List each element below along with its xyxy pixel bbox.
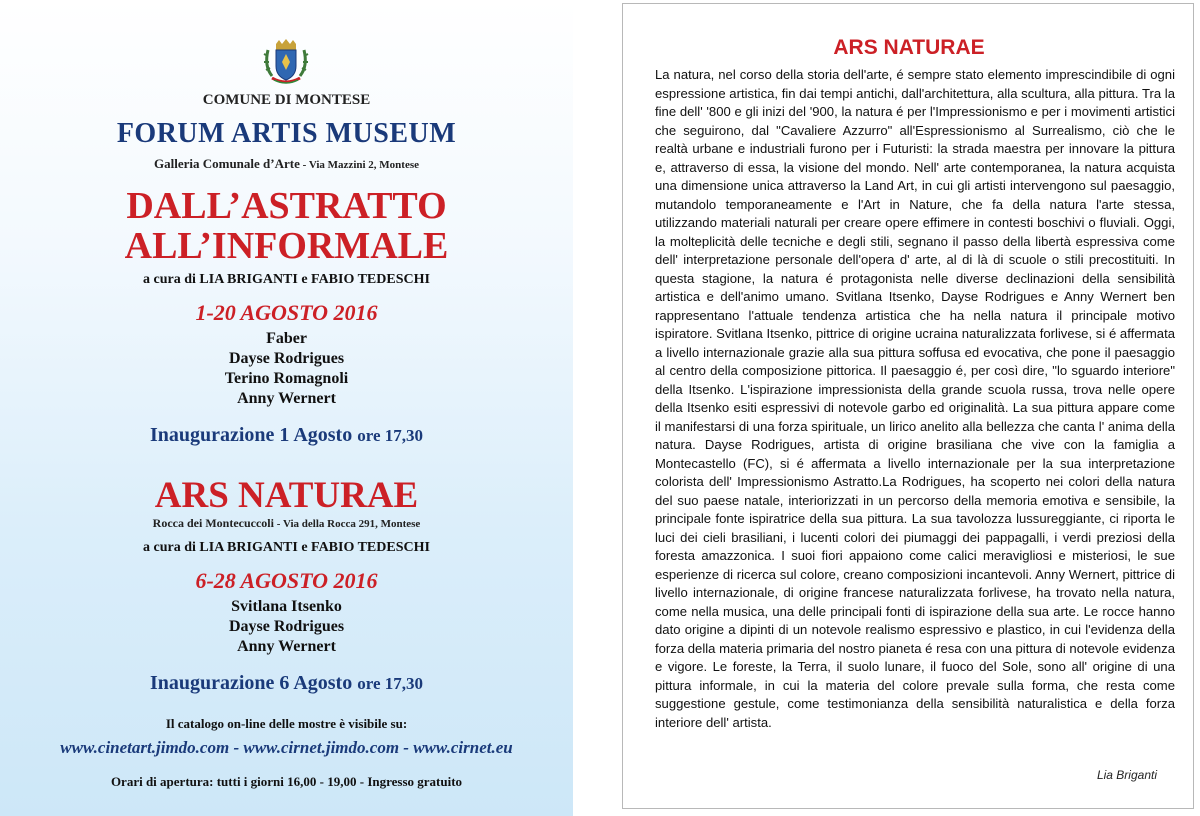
exhibition2-inauguration bbox=[0, 672, 573, 695]
exhibition1-inauguration-time: ore 17,30 bbox=[357, 426, 424, 445]
exhibition2-venue-line bbox=[0, 516, 573, 531]
catalog-link[interactable]: www.cirnet.jimdo.com bbox=[243, 738, 400, 757]
link-separator: - bbox=[229, 738, 244, 757]
exhibition2-venue-address: Via della Rocca 291, Montese bbox=[282, 518, 421, 530]
exhibition1-artist: Terino Romagnoli bbox=[224, 370, 349, 387]
museum-name: FORUM ARTIS MUSEUM bbox=[116, 118, 457, 149]
gallery-line bbox=[0, 156, 573, 172]
exhibition-poster bbox=[0, 0, 573, 816]
exhibition1-curators: a cura di LIA BRIGANTI e FABIO TEDESCHI bbox=[143, 272, 430, 287]
essay-title: ARS NATURAE bbox=[833, 36, 985, 59]
catalog-links bbox=[0, 738, 573, 758]
hours-separator: - bbox=[356, 774, 368, 789]
link-separator: - bbox=[399, 738, 414, 757]
essay-page bbox=[622, 3, 1194, 809]
exhibition2-inauguration-date: Inaugurazione 6 Agosto bbox=[149, 672, 353, 694]
exhibition1-artist: Faber bbox=[266, 330, 307, 347]
exhibition1-artist: Dayse Rodrigues bbox=[228, 350, 345, 367]
exhibition1-artist: Anny Wernert bbox=[237, 390, 336, 407]
exhibition1-inauguration bbox=[0, 424, 573, 447]
catalog-link[interactable]: www.cirnet.eu bbox=[413, 738, 513, 757]
opening-hours-line bbox=[0, 774, 573, 790]
entry-fee: Ingresso gratuito bbox=[367, 774, 463, 789]
exhibition1-title-line2: ALL’INFORMALE bbox=[124, 225, 449, 267]
municipality-name: COMUNE DI MONTESE bbox=[202, 92, 371, 108]
opening-hours: Orari di apertura: tutti i giorni 16,00 - 19,00 bbox=[110, 774, 357, 789]
exhibition1-title-line1: DALL’ASTRATTO bbox=[126, 185, 447, 227]
exhibition2-artist: Anny Wernert bbox=[237, 638, 336, 655]
gallery-separator: - bbox=[299, 159, 309, 171]
catalog-link[interactable]: www.cinetart.jimdo.com bbox=[60, 738, 230, 757]
exhibition2-dates: 6-28 AGOSTO 2016 bbox=[195, 568, 378, 593]
exhibition2-venue: Rocca dei Montecuccoli bbox=[152, 516, 274, 530]
exhibition1-inauguration-date: Inaugurazione 1 Agosto bbox=[149, 424, 353, 446]
exhibition2-artist: Svitlana Itsenko bbox=[231, 598, 342, 615]
exhibition2-title: ARS NATURAE bbox=[154, 475, 419, 516]
gallery-name: Galleria Comunale d’Arte bbox=[153, 156, 300, 171]
exhibition2-venue-separator: - bbox=[273, 518, 283, 530]
catalog-text: Il catalogo on-line delle mostre è visibile su: bbox=[165, 716, 408, 731]
exhibition2-curators: a cura di LIA BRIGANTI e FABIO TEDESCHI bbox=[143, 540, 430, 555]
exhibition2-artist: Dayse Rodrigues bbox=[228, 618, 345, 635]
exhibition2-inauguration-time: ore 17,30 bbox=[357, 674, 424, 693]
essay-signature: Lia Briganti bbox=[1096, 768, 1157, 782]
coat-of-arms-icon bbox=[258, 36, 314, 92]
essay-body: La natura, nel corso della storia dell'arte, é sempre stato elemento imprescindibile di ogni espressione artistica, fin dai tempi antichi, dall'architettura, alla scultura, alla pittura. Tra la fine dell' '800 e gli inizi del '900, la natura é per l'Impressionismo e per i movimenti artistici che seguirono, dal "Cavaliere Azzurro" all'Espressionismo al Surrealismo, ciò che le realtà urbane e industriali furono per i Futuristi: la strada maestra per innovare la pittura e, attraverso di essa, la visione del mondo. Nell' arte contemporanea, la natura acquista una dimensione unica attraverso la Land Art, in cui gli artisti intervengono sul paesaggio, mutandolo temporaneamente e l'Art in Nature, che fa della natura l'arte stessa, utilizzando materiali naturali per creare opere effimere in contesti boschivi o fluviali. Oggi, la molteplicità delle tecniche e degli stili, segnano il passo della libertà espressiva come dell' interpretazione personale dell'opera d' arte, al di là di scuole o stili precostituiti. In questa stagione, la natura é protagonista nelle diverse declinazioni della sensibilità artistica e dell'animo umano. Svitlana Itsenko, Dayse Rodrigues e Anny Wernert ben rappresentano l'attuale tendenza artistica che ha nella natura il principale motivo ispiratore. Svitlana Itsenko, pittrice di origine ucraina naturalizzata forlivese, si é affermata a livello internazionale grazie alla sua pittura soffusa ed evocativa, che pone il paesaggio al centro della composizione pittorica. Il paesaggio é, per così dire, "lo sguardo interiore" della Itsenko. L'ispirazione impressionista della grande scuola russa, trova nelle opere della Itsenko esiti espressivi di notevole garbo ed originalità. La sua pittura appare come il manifestarsi di una forza spirituale, un lirico anelito alla bellezza che canta l' anima della natura. Dayse Rodrigues, artista di origine brasiliana che vive con la famiglia a Montecastello (FC), si é affermata a livello internazionale per la sua interpretazione colorista dell' Impressionismo Astratto.La Rodrigues, ha scoperto nei colori della natura del suo paese natale, interiorizzati in un percorso della memoria emotiva e sensibile, la principale fonte ispiratrice della sua pittura. La sua tavolozza lussureggiante, ci riporta le luci dei cieli brasiliani, i lucenti colori dei piumaggi dei pappagalli, i verdi preziosi della foresta amazzonica. I suoi fiori appaiono come calici meravigliosi e misteriosi, le sue esperienze di ricerca sul colore, creano composizioni incantevoli. Anny Wernert, pittrice di livello internazionale, di origine francese naturalizzata forlivese, ha trovato nella natura, come nella musica, una delle principali fonti di ispirazione della sua arte. Le rocce hanno dato origine a dipinti di un notevole realismo espressivo e plastico, in cui l'evidenza della forza della materia primaria del nostro pianeta é resa con una pittura di notevole evidenza e vigore. Le foreste, la Terra, il suolo lunare, il fuoco del Sole, sono all' origine di una pittura informale, in cui la materia del colore prevale sulla forma, che resta come suggestione gestule, come testimonianza della sensibilità naturalistica e della forza interiore dell' artista. bbox=[655, 67, 1175, 730]
exhibition1-dates: 1-20 AGOSTO 2016 bbox=[195, 300, 378, 325]
gallery-address: Via Mazzini 2, Montese bbox=[308, 159, 420, 171]
